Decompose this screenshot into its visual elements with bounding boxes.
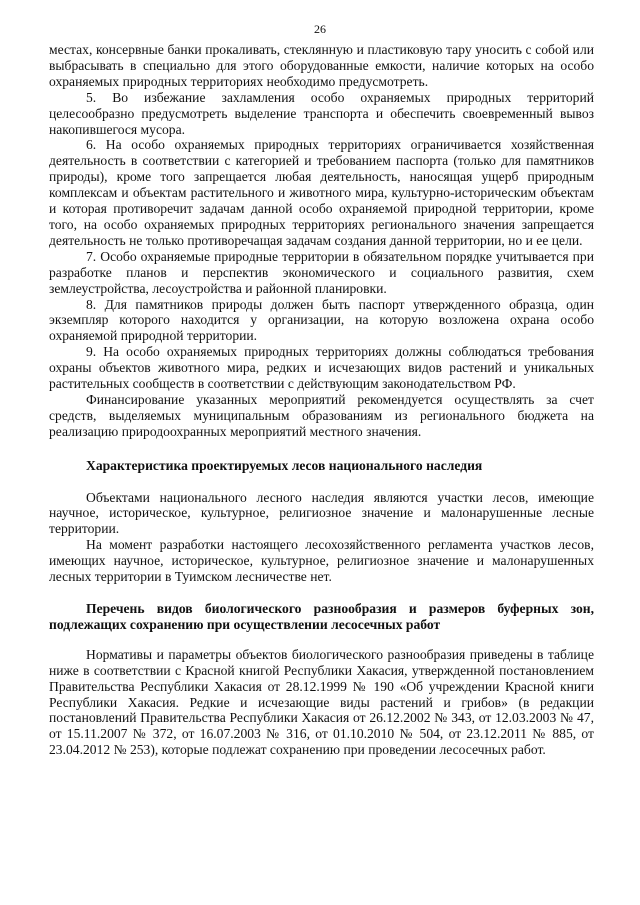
paragraph-item-7: 7. Особо охраняемые природные территории в обязательном порядке учитывается при разработке планов и перспектив экономического и социального развития, схем землеустройства, лесоустройства и районной планировки. bbox=[49, 248, 594, 296]
paragraph-heritage-absence: На момент разработки настоящего лесохозяйственного регламента участков лесов, имеющих научное, историческое, культурное, религиозное значение и малонарушенных лесных территории в Туимском лесничестве нет. bbox=[49, 537, 594, 585]
paragraph-item-9: 9. На особо охраняемых природных территориях должны соблюдаться требования охраны объектов животного мира, редких и исчезающих видов растений и уникальных растительных сообществ в соответствии с действующим законодательством РФ. bbox=[49, 344, 594, 392]
paragraph-item-6: 6. На особо охраняемых природных территориях ограничивается хозяйственная деятельность в соответствии с категорией и требованием паспорта (только для памятников природы), кроме того запрещается любая деятельность, наносящая ущерб природным комплексам и объектам растительного и животного мира, культурно-историческим объектам и которая противоречит задачам данной особо охраняемой природной территории, кроме того, на особо охраняемых природных территориях регионального значения запрещается деятельность не только противоречащая задачам создания данной территории, но и ее цели. bbox=[49, 137, 594, 248]
paragraph-heritage-definition: Объектами национального лесного наследия являются участки лесов, имеющие научное, историческое, культурное, религиозное значение и малонарушенные лесные территории. bbox=[49, 489, 594, 537]
section-heading-biodiversity: Перечень видов биологического разнообразия и размеров буферных зон, подлежащих сохранению при осуществлении лесосечных работ bbox=[49, 601, 594, 632]
section-heading-forest-heritage: Характеристика проектируемых лесов национального наследия bbox=[86, 457, 483, 473]
paragraph-biodiversity-norms: Нормативы и параметры объектов биологического разнообразия приведены в таблице ниже в соответствии с Красной книгой Республики Хакасия, утвержденной постановлением Правительства Республики Хакасия от 28.12.1999 № 190 «Об учреждении Красной книги Республики Хакасия. Редкие и исчезающие виды растений и грибов» (в редакции постановлений Правительства Республики Хакасия от 26.12.2002 № 343, от 12.03.2003 № 47, от 15.11.2007 № 372, от 16.07.2003 № 316, от 01.10.2010 № 504, от 23.12.2011 № 885, от 23.04.2012 № 253), которые подлежат сохранению при проведении лесосечных работ. bbox=[49, 646, 594, 758]
paragraph-financing: Финансирование указанных мероприятий рекомендуется осуществлять за счет средств, выделяемых муниципальным образованиям из регионального бюджета на реализацию природоохранных мероприятий местного значения. bbox=[49, 391, 594, 439]
paragraph-continuation: местах, консервные банки прокаливать, стеклянную и пластиковую тару уносить с собой или выбрасывать в специально для этого оборудованные емкости, наличие которых на особо охраняемых природных территориях необходимо предусмотреть. bbox=[49, 42, 594, 89]
paragraph-item-8: 8. Для памятников природы должен быть паспорт утвержденного образца, один экземпляр которого находится у организации, на которую возложена охрана особо охраняемой природной территории. bbox=[49, 296, 594, 344]
document-body bbox=[49, 42, 594, 758]
page-number: 26 bbox=[314, 22, 326, 36]
paragraph-item-5: 5. Во избежание захламления особо охраняемых природных территорий целесообразно предусмотреть выделение транспорта и обеспечить своевременный вывоз накопившегося мусора. bbox=[49, 89, 594, 137]
